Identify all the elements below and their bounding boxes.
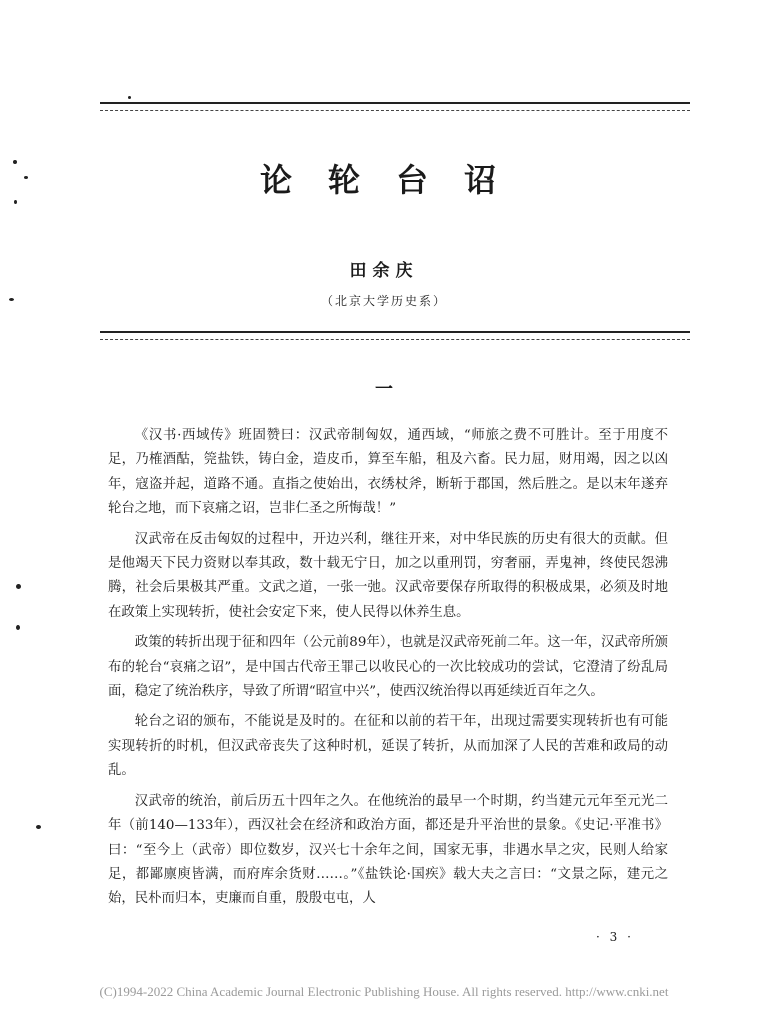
- scan-speck: [13, 160, 17, 164]
- scan-speck: [16, 625, 20, 630]
- scan-speck: [14, 200, 17, 204]
- scan-speck: [36, 825, 41, 829]
- top-double-rule: [100, 102, 690, 111]
- author-affiliation: （北京大学历史系）: [320, 294, 447, 308]
- scan-speck: [128, 96, 131, 99]
- section-heading: 一: [375, 379, 393, 400]
- paragraph: 政策的转折出现于征和四年（公元前89年），也就是汉武帝死前二年。这一年，汉武帝所颁布的轮台“哀痛之诏”，是中国古代帝王罪己以收民心的一次比较成功的尝试，它澄清了纷乱局面，稳定了统治秩序，导致了所谓“昭宣中兴”，使西汉统治得以再延续近百年之久。: [108, 635, 668, 700]
- scan-speck: [16, 584, 21, 589]
- page-number: · 3 ·: [596, 930, 634, 944]
- article-author: 田余庆: [349, 261, 419, 281]
- bottom-double-rule: [100, 331, 690, 340]
- copyright-footer: (C)1994-2022 China Academic Journal Electronic Publishing House. All rights reserved. http://www.cnki.net: [99, 984, 669, 999]
- article-body: [108, 424, 668, 918]
- paragraph: 《汉书·西域传》班固赞曰：汉武帝制匈奴，通西域，“师旅之费不可胜计。至于用度不足，乃榷酒酤，筦盐铁，铸白金，造皮币，算至车船，租及六畜。民力屈，财用竭，因之以凶年，寇盗并起，道路不通。直指之使始出，衣绣杖斧，断斩于郡国，然后胜之。是以末年遂弃轮台之地，而下哀痛之诏，岂非仁圣之所悔哉！”: [108, 428, 668, 517]
- paragraph: 轮台之诏的颁布，不能说是及时的。在征和以前的若干年，出现过需要实现转折也有可能实现转折的时机，但汉武帝丧失了这种时机，延误了转折，从而加深了人民的苦难和政局的动乱。: [108, 714, 668, 779]
- paragraph: 汉武帝在反击匈奴的过程中，开边兴利，继往开来，对中华民族的历史有很大的贡献。但是他竭天下民力资财以奉其政，数十载无宁日，加之以重刑罚，穷奢丽，弄鬼神，终使民怨沸腾，社会后果极其严重。文武之道，一张一弛。汉武帝要保存所取得的积极成果，必须及时地在政策上实现转折，使社会安定下来，使人民得以休养生息。: [108, 531, 668, 620]
- scan-speck: [9, 298, 14, 301]
- article-title: 论轮台诏: [259, 161, 532, 199]
- paragraph: 汉武帝的统治，前后历五十四年之久。在他统治的最早一个时期，约当建元元年至元光二年（前140—133年），西汉社会在经济和政治方面，都还是升平治世的景象。《史记·平准书》曰：“至今上（武帝）即位数岁，汉兴七十余年之间，国家无事，非遇水旱之灾，民则人给家足，都鄙廪庾皆满，而府库余货财……。”《盐铁论·国疾》载大夫之言曰：“文景之际，建元之始，民朴而归本，吏廉而自重，殷殷屯屯，人: [108, 793, 668, 907]
- scan-speck: [24, 176, 28, 179]
